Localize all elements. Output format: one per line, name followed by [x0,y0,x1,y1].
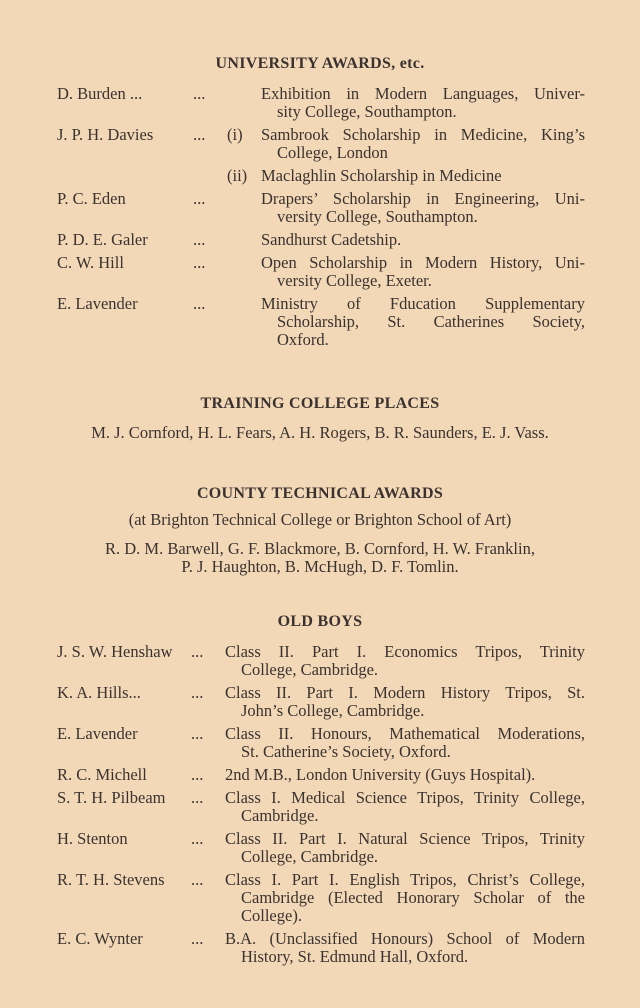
award-line: Class I. Part I. English Tripos, Christ’s College, [225,870,585,889]
award-line: Class II. Part I. Modern History Tripos, St. [225,683,585,702]
award-description [261,231,585,249]
award-description [225,643,585,679]
recipient-name: R. C. Michell [57,765,147,784]
award-entry [57,295,585,349]
leader-dots: ... [193,230,206,249]
award-line: Cambridge (Elected Honorary Scholar of the [241,888,585,907]
leader-dots: ... [191,929,204,948]
award-description [261,126,585,162]
award-description [261,85,585,121]
award-line: College, Cambridge. [241,847,379,866]
award-line: College). [241,906,302,925]
training-college-heading: TRAINING COLLEGE PLACES [200,395,440,412]
old-boys-list [57,643,585,971]
award-item [57,789,585,825]
old-boys-heading: OLD BOYS [277,613,363,630]
award-line: Class I. Medical Science Tripos, Trinity College, [225,788,585,807]
award-line: John’s College, Cambridge. [241,701,425,720]
item-numeral: (ii) [227,166,248,185]
leader-dots: ... [191,765,204,784]
recipient-name: J. P. H. Davies [57,125,154,144]
leader-dots: ... [191,683,204,702]
leader-dots: ... [193,84,206,103]
award-item [57,126,585,162]
recipient-name: H. Stenton [57,829,128,848]
award-description [261,295,585,349]
award-description [225,725,585,761]
recipient-name: S. T. H. Pilbeam [57,788,166,807]
award-line: Class II. Honours, Mathematical Moderations, [225,724,585,743]
award-line: Sambrook Scholarship in Medicine, King’s [261,125,585,144]
leader-dots: ... [191,642,204,661]
county-technical-subtitle: (at Brighton Technical College or Brighton School of Art) [128,510,512,529]
award-description [225,930,585,966]
recipient-name: K. A. Hills... [57,683,141,702]
award-line: Class II. Part I. Economics Tripos, Trinity [225,642,585,661]
county-technical-heading: COUNTY TECHNICAL AWARDS [196,485,444,502]
recipient-name: R. T. H. Stevens [57,870,165,889]
award-entry [57,126,585,185]
award-line: versity College, Southampton. [277,207,478,226]
award-item [57,190,585,226]
award-line: College, London [277,143,388,162]
award-item [57,830,585,866]
recipient-name: D. Burden ... [57,84,143,103]
award-entry [57,684,585,720]
award-line: History, St. Edmund Hall, Oxford. [241,947,469,966]
recipient-name: E. C. Wynter [57,929,143,948]
award-line: Maclaghlin Scholarship in Medicine [261,166,502,185]
recipient-name: E. Lavender [57,294,138,313]
recipient-name: C. W. Hill [57,253,124,272]
award-line: Oxford. [277,330,329,349]
award-description [225,684,585,720]
award-line: B.A. (Unclassified Honours) School of Modern [225,929,585,948]
award-entry [57,254,585,290]
award-line: Open Scholarship in Modern History, Uni- [261,253,585,272]
leader-dots: ... [193,294,206,313]
award-description [261,254,585,290]
recipient-name: P. D. E. Galer [57,230,148,249]
award-entry [57,85,585,121]
recipient-name: E. Lavender [57,724,138,743]
award-line: sity College, Southampton. [277,102,457,121]
award-line: Scholarship, St. Catherines Society, [277,312,585,331]
award-item [57,85,585,121]
award-entry [57,231,585,249]
leader-dots: ... [191,870,204,889]
award-line: Exhibition in Modern Languages, Univer- [261,84,585,103]
award-line: versity College, Exeter. [277,271,432,290]
award-item [57,295,585,349]
award-item [57,643,585,679]
university-awards-list [57,85,585,354]
leader-dots: ... [191,788,204,807]
award-entry [57,643,585,679]
award-line: Sandhurst Cadetship. [261,230,402,249]
leader-dots: ... [193,253,206,272]
award-item [57,254,585,290]
leader-dots: ... [191,829,204,848]
award-line: College, Cambridge. [241,660,379,679]
award-entry [57,766,585,784]
award-line: Drapers’ Scholarship in Engineering, Uni- [261,189,585,208]
award-line: Ministry of Fducation Supplementary [261,294,585,313]
county-technical-names-line-2: P. J. Haughton, B. McHugh, D. F. Tomlin. [181,557,459,576]
award-description [225,871,585,925]
award-description [225,789,585,825]
leader-dots: ... [193,125,206,144]
award-item [57,871,585,925]
award-entry [57,930,585,966]
county-technical-names-line-1: R. D. M. Barwell, G. F. Blackmore, B. Cornford, H. W. Franklin, [105,539,535,558]
award-item [57,167,585,185]
recipient-name: J. S. W. Henshaw [57,642,173,661]
training-college-names: M. J. Cornford, H. L. Fears, A. H. Rogers, B. R. Saunders, E. J. Vass. [91,423,549,442]
award-line: Cambridge. [241,806,319,825]
award-item [57,930,585,966]
award-description [225,766,585,784]
university-awards-heading: UNIVERSITY AWARDS, etc. [215,55,425,72]
award-description [261,190,585,226]
award-entry [57,830,585,866]
recipient-name: P. C. Eden [57,189,126,208]
award-line: 2nd M.B., London University (Guys Hospital). [225,765,536,784]
award-line: Class II. Part I. Natural Science Tripos, Trinity [225,829,585,848]
item-numeral: (i) [227,125,243,144]
leader-dots: ... [193,189,206,208]
award-description [225,830,585,866]
award-item [57,684,585,720]
award-entry [57,789,585,825]
leader-dots: ... [191,724,204,743]
award-item [57,766,585,784]
award-entry [57,871,585,925]
award-entry [57,725,585,761]
award-item [57,725,585,761]
award-entry [57,190,585,226]
award-description [261,167,585,185]
award-item [57,231,585,249]
award-line: St. Catherine’s Society, Oxford. [241,742,451,761]
